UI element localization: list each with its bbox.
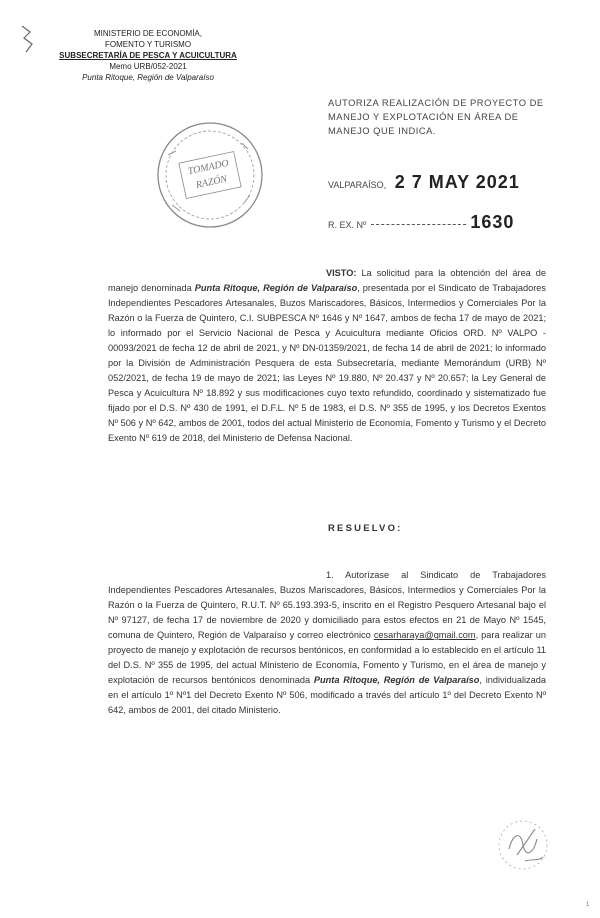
visto-heading: VISTO: [326, 268, 357, 278]
article-1-text-2: , para realizar un proyecto de manejo y explotación de recursos bentónicos, en conformidad a lo establecido en el artículo 11 del D.S. Nº 355 de 1995, del actual Ministerio de Economía, Fomento y Turismo, en el área de manejo y explotación de recursos bentónicos denominada [108, 630, 547, 685]
subsecretaria-line: SUBSECRETARÍA DE PESCA Y ACUICULTURA [59, 51, 237, 60]
article-1-text-1: 1. Autorízase al Sindicato de Trabajadores Independientes Pescadores Artesanales, Buzos Mariscadores, Básicos, Intermedios y Comerciales Por la Razón o la Fuerza de Quintero, R.U.T. Nº 65.193.393-5, inscrito en el Registro Pesquero Artesanal bajo el Nº 97127, de fecha 17 de noviembre de 2020 y domiciliado para estos efectos en 21 de Mayo Nº 1545, comuna de Quintero, Región de Valparaíso y correo electrónico [108, 570, 546, 640]
number-dash-line [371, 224, 466, 225]
resuelvo-heading: RESUELVO: [328, 523, 403, 534]
page-marker: 1 [586, 902, 590, 908]
date-stamp: 2 7 MAY 2021 [394, 172, 520, 192]
visto-area-name: Punta Ritoque, Región de Valparaíso [194, 283, 358, 293]
stamp-text-line-2: RAZÓN [194, 173, 229, 192]
resolution-label: R. EX. Nº [328, 220, 367, 230]
article-1-area-name: Punta Ritoque, Región de Valparaíso [313, 675, 480, 685]
visto-text-1: La solicitud para la obtención del área de manejo denominada [108, 268, 546, 293]
handwritten-initials-icon [495, 815, 555, 875]
ministry-line-2: FOMENTO Y TURISMO [104, 40, 192, 49]
contact-email: cesarharaya@gmail.com [373, 630, 476, 640]
official-seal-stamp [150, 115, 270, 235]
corner-mark-icon [18, 22, 38, 57]
memo-reference: Memo URB/052-2021 [109, 62, 187, 71]
article-1-paragraph [108, 568, 546, 718]
letterhead [48, 28, 248, 83]
ministry-line-1: MINISTERIO DE ECONOMÍA, [93, 29, 202, 38]
resolution-subject: AUTORIZA REALIZACIÓN DE PROYECTO DE MANEJO Y EXPLOTACIÓN EN ÁREA DE MANEJO QUE INDICA. [328, 97, 544, 136]
date-line [328, 172, 520, 193]
date-city: VALPARAÍSO, [328, 180, 387, 190]
visto-text-2: , presentada por el Sindicato de Trabajadores Independientes Pescadores Artesanales, Buzos Mariscadores, Básicos, Intermedios y Comerciales Por la Razón o la Fuerza de Quintero, C.I. SUBPESCA Nº 1646 y Nº 1647, ambos de fecha 17 de mayo de 2021; lo informado por el Servicio Nacional de Pesca y Acuicultura mediante Oficios ORD. Nº VALPO - 00093/2021 de fecha 12 de abril de 2021, y Nº DN-01359/2021, de fecha 14 de abril de 2021; lo informado por la División de Administración Pesquera de esta Subsecretaría, mediante Memorándum (URB) Nº 052/2021, de fecha 19 de mayo de 2021; las Leyes Nº 19.880, Nº 20.437 y Nº 20.657; la Ley General de Pesca y Acuicultura Nº 18.892 y sus modificaciones cuyo texto refundido, coordinado y sistematizado fue fijado por el D.S. Nº 430 de 1991, el D.F.L. Nº 5 de 1983, el D.S. Nº 355 de 1995, y los Decretos Exentos Nº 506 y Nº 642, ambos de 2001, todos del actual Ministerio de Economía, Fomento y Turismo y el Decreto Exento Nº 619 de 2018, del Ministerio de Defensa Nacional. [108, 283, 546, 443]
visto-paragraph [108, 266, 546, 446]
article-1-text-3: , individualizada en el artículo 1º Nº1 del Decreto Exento Nº 506, modificado a través del artículo 1º del Decreto Exento Nº 642, ambos de 2001, del citado Ministerio. [108, 675, 546, 715]
resolution-number-line [328, 212, 514, 233]
header-place: Punta Ritoque, Región de Valparaíso [82, 73, 214, 82]
resolution-number: 1630 [470, 212, 515, 232]
stamp-text-line-1: TOMADO [187, 157, 230, 178]
